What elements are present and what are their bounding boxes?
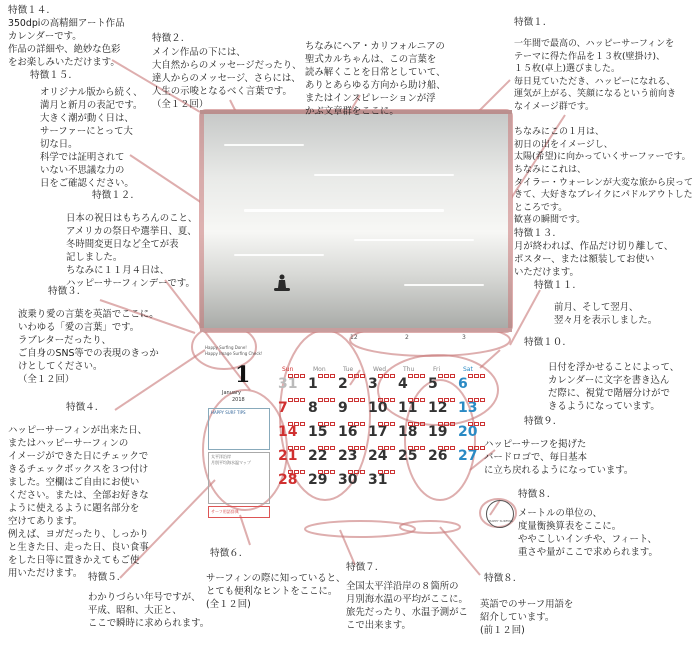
day-checkbox[interactable]	[330, 422, 335, 426]
day-checkbox[interactable]	[324, 374, 329, 378]
year: 2018	[232, 397, 245, 403]
day-checkbox[interactable]	[420, 446, 425, 450]
day-checkbox[interactable]	[288, 470, 293, 474]
feature-title: 特徴７.	[346, 562, 378, 573]
day-checkbox[interactable]	[414, 398, 419, 402]
day-checkbox[interactable]	[420, 422, 425, 426]
feature-text: 波乗り愛の言葉を英語でここに。 いわゆる「愛の言葉」です。 ラブレターだったり、 ご自身のSNS等での表現のきっか けとしてください。 （全１２回）	[18, 309, 159, 385]
day-checkbox[interactable]	[378, 470, 383, 474]
day-checkbox[interactable]	[348, 374, 353, 378]
day-checkbox[interactable]	[414, 446, 419, 450]
day-checkbox[interactable]	[444, 398, 449, 402]
day-checkbox[interactable]	[300, 398, 305, 402]
day-checkbox[interactable]	[480, 422, 485, 426]
day-cell: 27	[458, 448, 478, 464]
day-checkbox[interactable]	[474, 398, 479, 402]
day-checkbox[interactable]	[288, 422, 293, 426]
day-checkbox[interactable]	[354, 422, 359, 426]
day-checkbox[interactable]	[330, 470, 335, 474]
day-checkbox[interactable]	[408, 422, 413, 426]
day-checkbox[interactable]	[390, 470, 395, 474]
weekday: Sat	[463, 366, 473, 373]
water-temp-box	[208, 452, 270, 504]
feature-title: 特徴１４.	[8, 5, 50, 16]
day-cell: 24	[368, 448, 388, 464]
day-cell: 1	[308, 376, 318, 392]
feature-title: 特徴３.	[48, 286, 80, 297]
day-cell: 30	[338, 472, 358, 488]
day-checkbox[interactable]	[348, 422, 353, 426]
day-checkbox[interactable]	[408, 398, 413, 402]
day-cell: 29	[308, 472, 328, 488]
day-checkbox[interactable]	[390, 374, 395, 378]
surf-words-title: サーフ用語辞典	[211, 509, 239, 514]
day-checkbox[interactable]	[354, 374, 359, 378]
weekday: Thu	[403, 366, 415, 373]
day-checkbox[interactable]	[348, 446, 353, 450]
day-cell: 17	[368, 424, 388, 440]
feature-text: 350dpiの高精細アート作品 カレンダーです。 作品の詳細や、絶妙な色彩 をお楽しみいただけます。	[8, 18, 125, 68]
day-checkbox[interactable]	[384, 398, 389, 402]
day-checkbox[interactable]	[384, 446, 389, 450]
surf-tips-box	[208, 408, 270, 450]
month-name: January	[222, 390, 241, 396]
month-number: 1	[235, 362, 251, 388]
day-checkbox[interactable]	[354, 398, 359, 402]
day-checkbox[interactable]	[348, 470, 353, 474]
day-cell: 9	[338, 400, 348, 416]
day-checkbox[interactable]	[324, 470, 329, 474]
day-cell: 12	[428, 400, 448, 416]
day-checkbox[interactable]	[390, 422, 395, 426]
day-checkbox[interactable]	[468, 398, 473, 402]
feature-title: 特徴１０.	[524, 337, 566, 348]
surfer-silhouette	[274, 274, 290, 296]
day-checkbox[interactable]	[294, 422, 299, 426]
checkbox-label[interactable]: Happy Image Surfing Check!	[205, 351, 263, 356]
day-cell: 16	[338, 424, 358, 440]
day-checkbox[interactable]	[324, 446, 329, 450]
day-checkbox[interactable]	[300, 446, 305, 450]
feature-text: オリジナル版から続く、 満月と新月の表記です。 大きく潮が動く日は、 サーファーにとって大 切な日。 科学では証明されて いない不思議な力の 日をご確認ください。	[40, 87, 143, 189]
feature-text: ちなみにヘア・カリフォルニアの 聖式カルちゃんは、この言葉を 読み解くことを日常としていて、 ありとあらゆる方向から助け船、 またはインスピレーションが浮 かぶ文章群をここに。	[305, 41, 446, 117]
day-checkbox[interactable]	[480, 398, 485, 402]
day-cell: 7	[278, 400, 288, 416]
weekday: Fri	[433, 366, 441, 373]
day-checkbox[interactable]	[438, 374, 443, 378]
day-checkbox[interactable]	[408, 374, 413, 378]
feature-text: 日付を浮かせることによって、 カレンダーに文字を書き込ん だ際に、視覚で階層分けがで きるようになっています。	[548, 362, 680, 412]
day-checkbox[interactable]	[444, 374, 449, 378]
feature-title: 特徴４.	[66, 402, 98, 413]
weekday: Mon	[313, 366, 326, 373]
feature-title: 特徴８.	[518, 489, 550, 500]
day-checkbox[interactable]	[318, 470, 323, 474]
day-checkbox[interactable]	[384, 374, 389, 378]
day-checkbox[interactable]	[294, 398, 299, 402]
day-checkbox[interactable]	[378, 374, 383, 378]
feature-title: 特徴８.	[484, 573, 516, 584]
day-checkbox[interactable]	[378, 446, 383, 450]
day-cell: 31	[368, 472, 388, 488]
day-cell: 2	[338, 376, 348, 392]
day-checkbox[interactable]	[348, 398, 353, 402]
feature-text: メートルの単位の、 度量衡換算表をここに。 ややこしいインチや、フィート、 重さや量がここで求められます。	[518, 508, 658, 558]
feature-title: 特徴１１.	[534, 280, 576, 291]
day-checkbox[interactable]	[300, 470, 305, 474]
water-temp-title: 太平洋沿岸 月別平均海水温マップ	[211, 454, 251, 465]
day-checkbox[interactable]	[474, 422, 479, 426]
day-checkbox[interactable]	[378, 398, 383, 402]
day-checkbox[interactable]	[450, 446, 455, 450]
day-cell: 8	[308, 400, 318, 416]
feature-text: 一年間で最高の、ハッピーサーフィンを テーマに得た作品を１３枚(壁掛け)、 １５枚(卓上)選びました。 毎日見ていただき、ハッピーになれる、 運気が上がる、笑顔になるという前向き なイメージ群です。 ちなみにこの１月は、 初日の出をイメージし、 太陽(希望)に向かっていくサーファーです。 ちなみにこれは、 タイラー・ウォーレンが大変な旅から戻って きて、大好きなブレイクにパドルアウトした ところです。 歓喜の瞬間です。	[514, 39, 694, 226]
day-checkbox[interactable]	[288, 374, 293, 378]
day-cell: 23	[338, 448, 358, 464]
day-cell: 6	[458, 376, 468, 392]
feature-text: 前月、そして翌月、 翌々月を表示しました。	[554, 302, 658, 326]
day-checkbox[interactable]	[468, 374, 473, 378]
day-checkbox[interactable]	[360, 446, 365, 450]
feature-text: 日本の祝日はもちろんのこと、 アメリカの祭日や選挙日、夏、 冬時間変更日など全てが表 記しました。 ちなみに１１月４日は、 ハッピーサーフィンデーです。	[66, 213, 198, 289]
feature-title: 特徴１.	[514, 17, 546, 28]
weekday: Tue	[343, 366, 354, 373]
day-checkbox[interactable]	[414, 422, 419, 426]
checkbox-label[interactable]: Happy Surfing Done!	[205, 345, 247, 350]
day-checkbox[interactable]	[354, 446, 359, 450]
day-cell: 10	[368, 400, 388, 416]
day-cell: 5	[428, 376, 438, 392]
day-checkbox[interactable]	[414, 374, 419, 378]
day-checkbox[interactable]	[360, 470, 365, 474]
day-cell: 26	[428, 448, 448, 464]
feature-text: 月が終われば、作品だけ切り離して、 ポスター、または額装してお使い いただけます。	[514, 241, 674, 278]
day-checkbox[interactable]	[438, 422, 443, 426]
feature-text: ハッピーサーフを掲げた バードロゴで、毎日基本 に立ち戻れるようになっています。	[484, 439, 634, 476]
day-cell: 22	[308, 448, 328, 464]
day-checkbox[interactable]	[450, 398, 455, 402]
day-checkbox[interactable]	[324, 422, 329, 426]
mini-month-next: 2	[405, 334, 409, 341]
day-checkbox[interactable]	[390, 398, 395, 402]
day-checkbox[interactable]	[294, 470, 299, 474]
day-checkbox[interactable]	[438, 398, 443, 402]
day-checkbox[interactable]	[288, 398, 293, 402]
surf-words-box	[208, 506, 270, 518]
day-checkbox[interactable]	[390, 446, 395, 450]
calendar-mockup	[200, 110, 522, 590]
day-checkbox[interactable]	[318, 374, 323, 378]
mini-month-next2: 3	[462, 334, 466, 341]
day-cell: 18	[398, 424, 418, 440]
day-checkbox[interactable]	[318, 398, 323, 402]
day-checkbox[interactable]	[444, 422, 449, 426]
day-checkbox[interactable]	[378, 422, 383, 426]
day-checkbox[interactable]	[450, 374, 455, 378]
day-cell: 3	[368, 376, 378, 392]
day-checkbox[interactable]	[420, 374, 425, 378]
logo-text: HAPPY SURFING	[489, 519, 514, 523]
day-checkbox[interactable]	[300, 422, 305, 426]
feature-title: 特徴１２.	[92, 190, 134, 201]
day-checkbox[interactable]	[300, 374, 305, 378]
day-checkbox[interactable]	[474, 446, 479, 450]
feature-text: メイン作品の下には、 大自然からのメッセージだったり、 達人からのメッセージ、さらには、 人生の示唆となるべく言葉です。 （全１２回）	[152, 47, 302, 110]
day-cell: 28	[278, 472, 298, 488]
feature-title: 特徴９.	[524, 416, 556, 427]
feature-title: 特徴６.	[210, 548, 242, 559]
day-checkbox[interactable]	[330, 398, 335, 402]
day-checkbox[interactable]	[318, 422, 323, 426]
day-checkbox[interactable]	[330, 446, 335, 450]
day-cell: 20	[458, 424, 478, 440]
feature-text: わかりづらい年号ですが、 平成、昭和、大正と、 ここで瞬時に求められます。	[88, 592, 210, 629]
day-cell: 4	[398, 376, 408, 392]
weekday: Wed	[373, 366, 387, 373]
day-checkbox[interactable]	[318, 446, 323, 450]
surf-photo	[200, 110, 512, 332]
day-cell: 11	[398, 400, 418, 416]
day-cell: 25	[398, 448, 418, 464]
day-checkbox[interactable]	[474, 374, 479, 378]
mini-month-prev: 12	[350, 334, 358, 341]
day-cell: 31	[278, 376, 298, 392]
tips-title: HAPPY SURF TIPS	[211, 410, 246, 415]
feature-text: サーフィンの際に知っていると、 とても便利なヒントをここに。 (全１２回)	[206, 573, 346, 610]
day-checkbox[interactable]	[444, 446, 449, 450]
day-checkbox[interactable]	[438, 446, 443, 450]
day-checkbox[interactable]	[288, 446, 293, 450]
day-checkbox[interactable]	[468, 422, 473, 426]
day-checkbox[interactable]	[324, 398, 329, 402]
day-checkbox[interactable]	[450, 422, 455, 426]
day-cell: 19	[428, 424, 448, 440]
day-cell: 13	[458, 400, 478, 416]
day-checkbox[interactable]	[294, 446, 299, 450]
day-checkbox[interactable]	[468, 446, 473, 450]
bird-logo	[486, 500, 514, 528]
day-cell: 15	[308, 424, 328, 440]
day-checkbox[interactable]	[360, 422, 365, 426]
day-checkbox[interactable]	[330, 374, 335, 378]
feature-title: 特徴１５.	[30, 70, 72, 81]
day-checkbox[interactable]	[384, 470, 389, 474]
feature-title: 特徴１３.	[514, 228, 556, 239]
feature-text: ハッピーサーフィンが出来た日、 またはハッピーサーフィンの イメージができた日にチェックで きるチェックボックスを３つ付け ました。空欄はご自由にお使い ください。または、全部お好きな ように使えるように題名部分を 空けてあります。 例えば、ヨガだったり、しっかり と生きた日、走った日、良い食事 をした日等に置きかえてもご使 用いただけます。	[8, 425, 149, 579]
day-cell: 21	[278, 448, 298, 464]
day-checkbox[interactable]	[384, 422, 389, 426]
feature-text: 全国太平洋沿岸の８箇所の 月別海水温の平均がここに。 旅先だったり、水温予測がこ こで出来ます。	[346, 581, 468, 631]
day-checkbox[interactable]	[360, 374, 365, 378]
day-checkbox[interactable]	[480, 374, 485, 378]
day-cell: 14	[278, 424, 298, 440]
day-checkbox[interactable]	[420, 398, 425, 402]
day-checkbox[interactable]	[360, 398, 365, 402]
feature-text: 英語でのサーフ用語を 紹介しています。 (前１２回)	[480, 599, 574, 636]
feature-title: 特徴５.	[88, 572, 120, 583]
day-checkbox[interactable]	[408, 446, 413, 450]
weekday: Sun	[282, 366, 294, 373]
day-checkbox[interactable]	[294, 374, 299, 378]
feature-title: 特徴２.	[152, 33, 184, 44]
day-checkbox[interactable]	[354, 470, 359, 474]
